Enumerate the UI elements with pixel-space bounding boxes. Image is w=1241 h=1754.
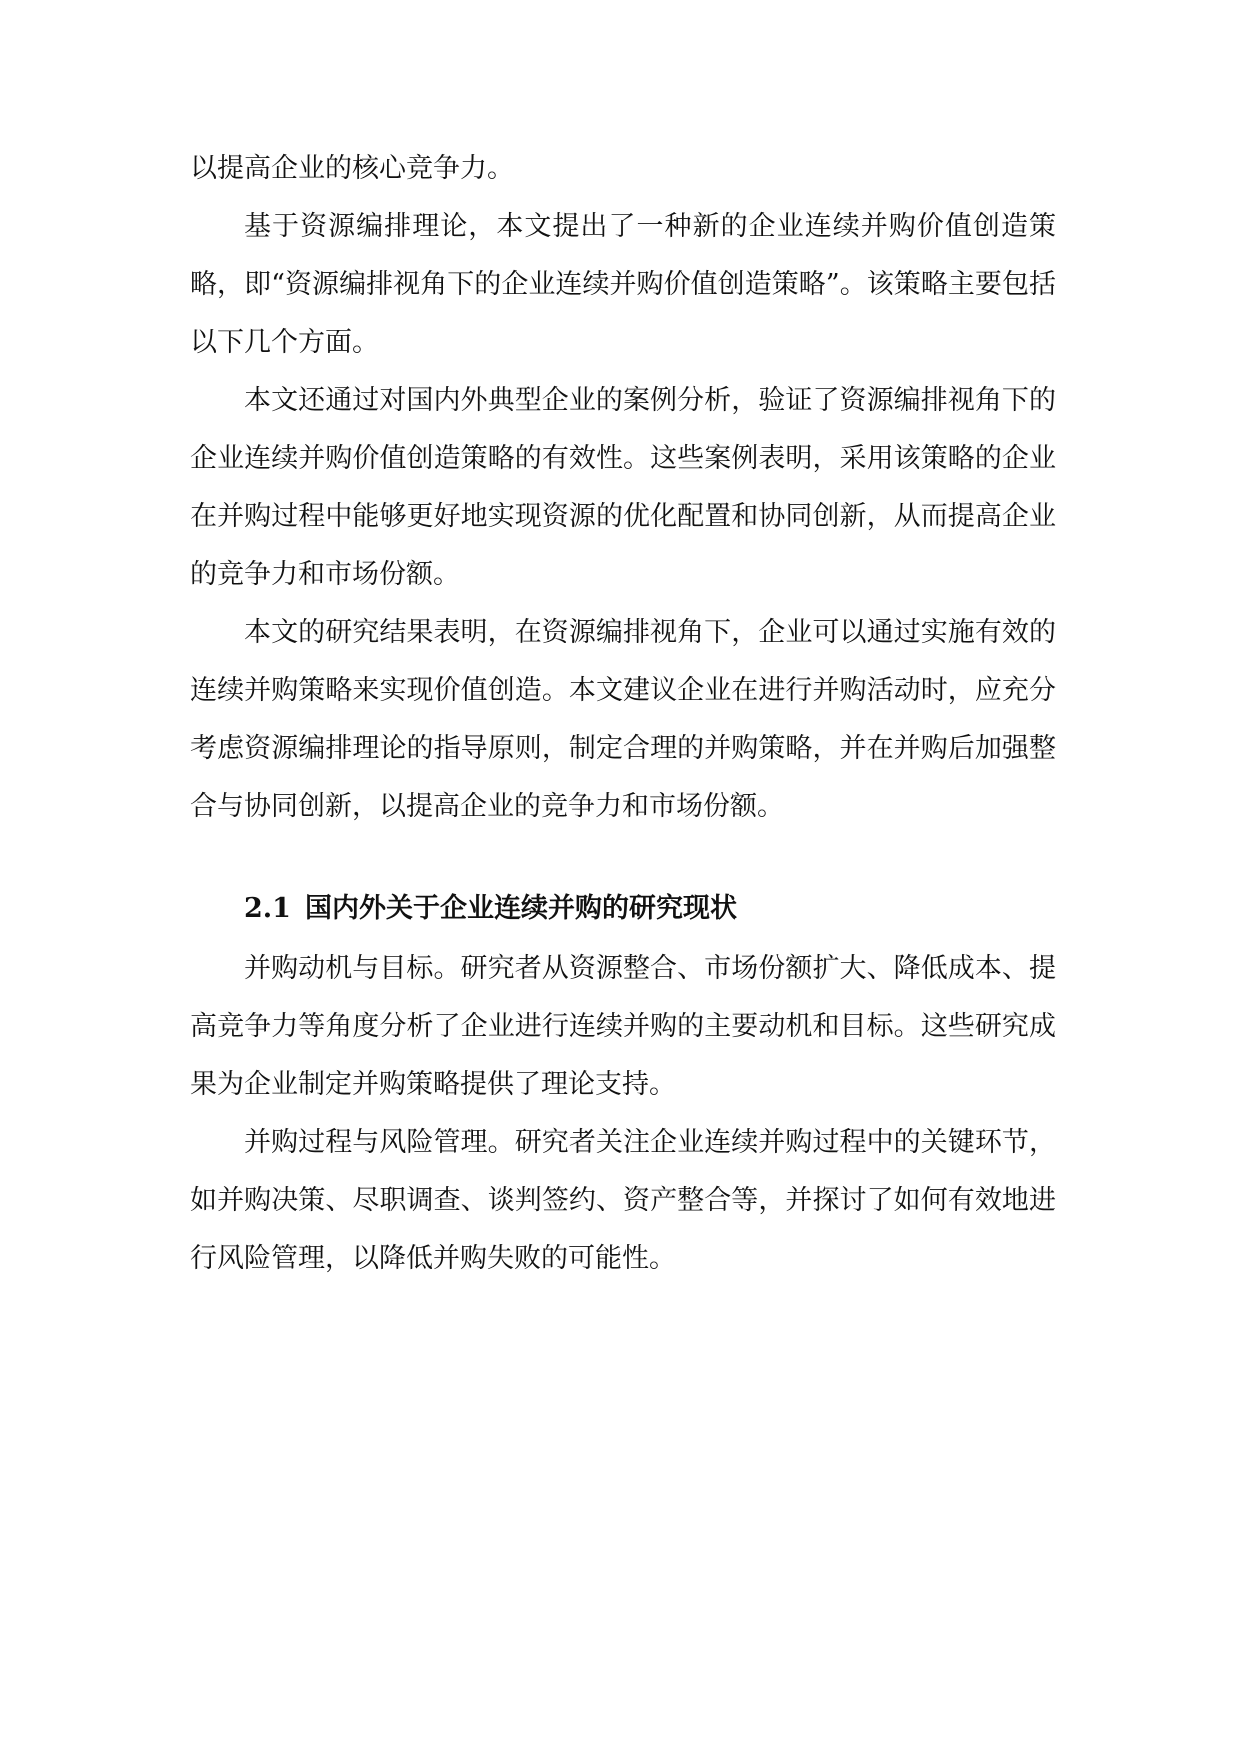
paragraph-risk-management: 并购过程与风险管理。研究者关注企业连续并购过程中的关键环节，如并购决策、尽职调查、谈判签约、资产整合等，并探讨了如何有效地进行风险管理，以降低并购失败的可能性。: [190, 1127, 1056, 1274]
paragraph-strategy: 基于资源编排理论，本文提出了一种新的企业连续并购价值创造策略，即“资源编排视角下的企业连续并购价值创造策略”。该策略主要包括以下几个方面。: [190, 211, 1056, 358]
section-number: 2.1: [244, 893, 291, 924]
section-heading: [190, 880, 1056, 938]
paragraph-conclusion: 本文的研究结果表明，在资源编排视角下，企业可以通过实施有效的连续并购策略来实现价值创造。本文建议企业在进行并购活动时，应充分考虑资源编排理论的指导原则，制定合理的并购策略，并在并购后加强整合与协同创新，以提高企业的竞争力和市场份额。: [190, 617, 1056, 822]
paragraph-case-analysis: 本文还通过对国内外典型企业的案例分析，验证了资源编排视角下的企业连续并购价值创造策略的有效性。这些案例表明，采用该策略的企业在并购过程中能够更好地实现资源的优化配置和协同创新，从而提高企业的竞争力和市场份额。: [190, 385, 1056, 590]
paragraph-motivation: 并购动机与目标。研究者从资源整合、市场份额扩大、降低成本、提高竞争力等角度分析了企业进行连续并购的主要动机和目标。这些研究成果为企业制定并购策略提供了理论支持。: [190, 953, 1056, 1100]
paragraph-continuation: 以提高企业的核心竞争力。: [190, 153, 514, 184]
section-title: 国内外关于企业连续并购的研究现状: [304, 893, 737, 924]
document-body: [190, 140, 1056, 1288]
